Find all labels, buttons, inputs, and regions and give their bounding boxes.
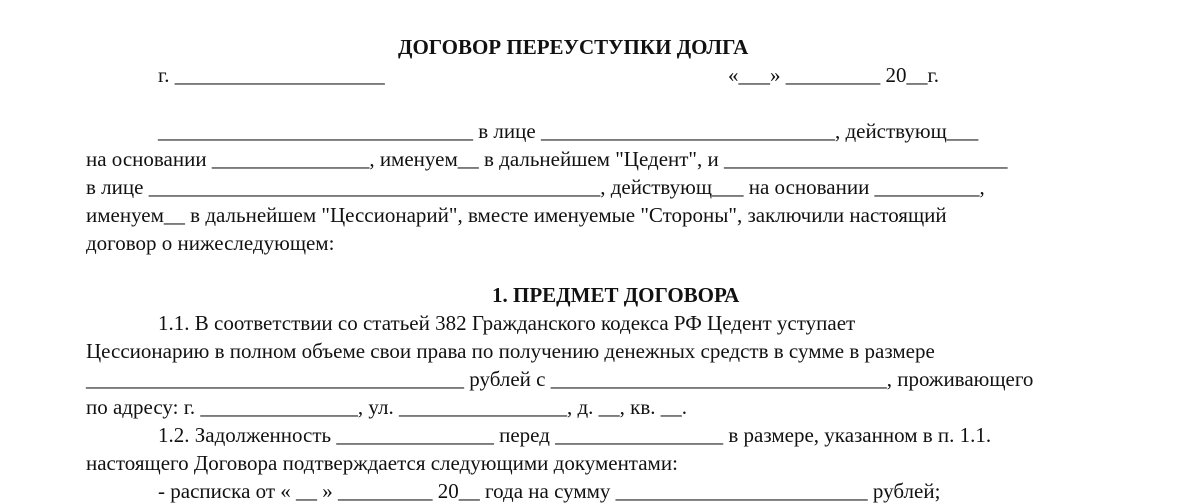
section-line: ____________________________________ рублей с ________________________________, проживающего: [86, 367, 1034, 391]
section-line: по адресу: г. _______________, ул. ________________, д. __, кв. __.: [86, 395, 688, 419]
date-field: «___» _________ 20__г.: [728, 63, 939, 87]
section-heading: 1. ПРЕДМЕТ ДОГОВОРА: [492, 283, 740, 307]
preamble-line: именуем__ в дальнейшем "Цессионарий", вместе именуемые "Стороны", заключили настоящий: [86, 203, 947, 227]
section-line: Цессионарию в полном объеме свои права по получению денежных средств в сумме в размере: [86, 339, 935, 363]
preamble-line: в лице ___________________________________________, действующ___ на основании __________,: [86, 175, 985, 199]
section-line: настоящего Договора подтверждается следующими документами:: [86, 451, 678, 475]
preamble-line: на основании _______________, именуем__ в дальнейшем "Цедент", и ___________________________: [86, 147, 1008, 171]
place-field: г. ____________________: [158, 63, 385, 87]
section-line: - расписка от « __ » _________ 20__ года на сумму ________________________ рублей;: [158, 479, 941, 503]
preamble-line: договор о нижеследующем:: [86, 231, 335, 255]
section-line: 1.2. Задолженность _______________ перед ________________ в размере, указанном в п. 1.1.: [158, 423, 992, 447]
section-line: 1.1. В соответствии со статьей 382 Гражданского кодекса РФ Цедент уступает: [158, 311, 856, 335]
preamble-line: ______________________________ в лице ____________________________, действующ___: [158, 119, 979, 143]
document-title: ДОГОВОР ПЕРЕУСТУПКИ ДОЛГА: [398, 35, 749, 59]
